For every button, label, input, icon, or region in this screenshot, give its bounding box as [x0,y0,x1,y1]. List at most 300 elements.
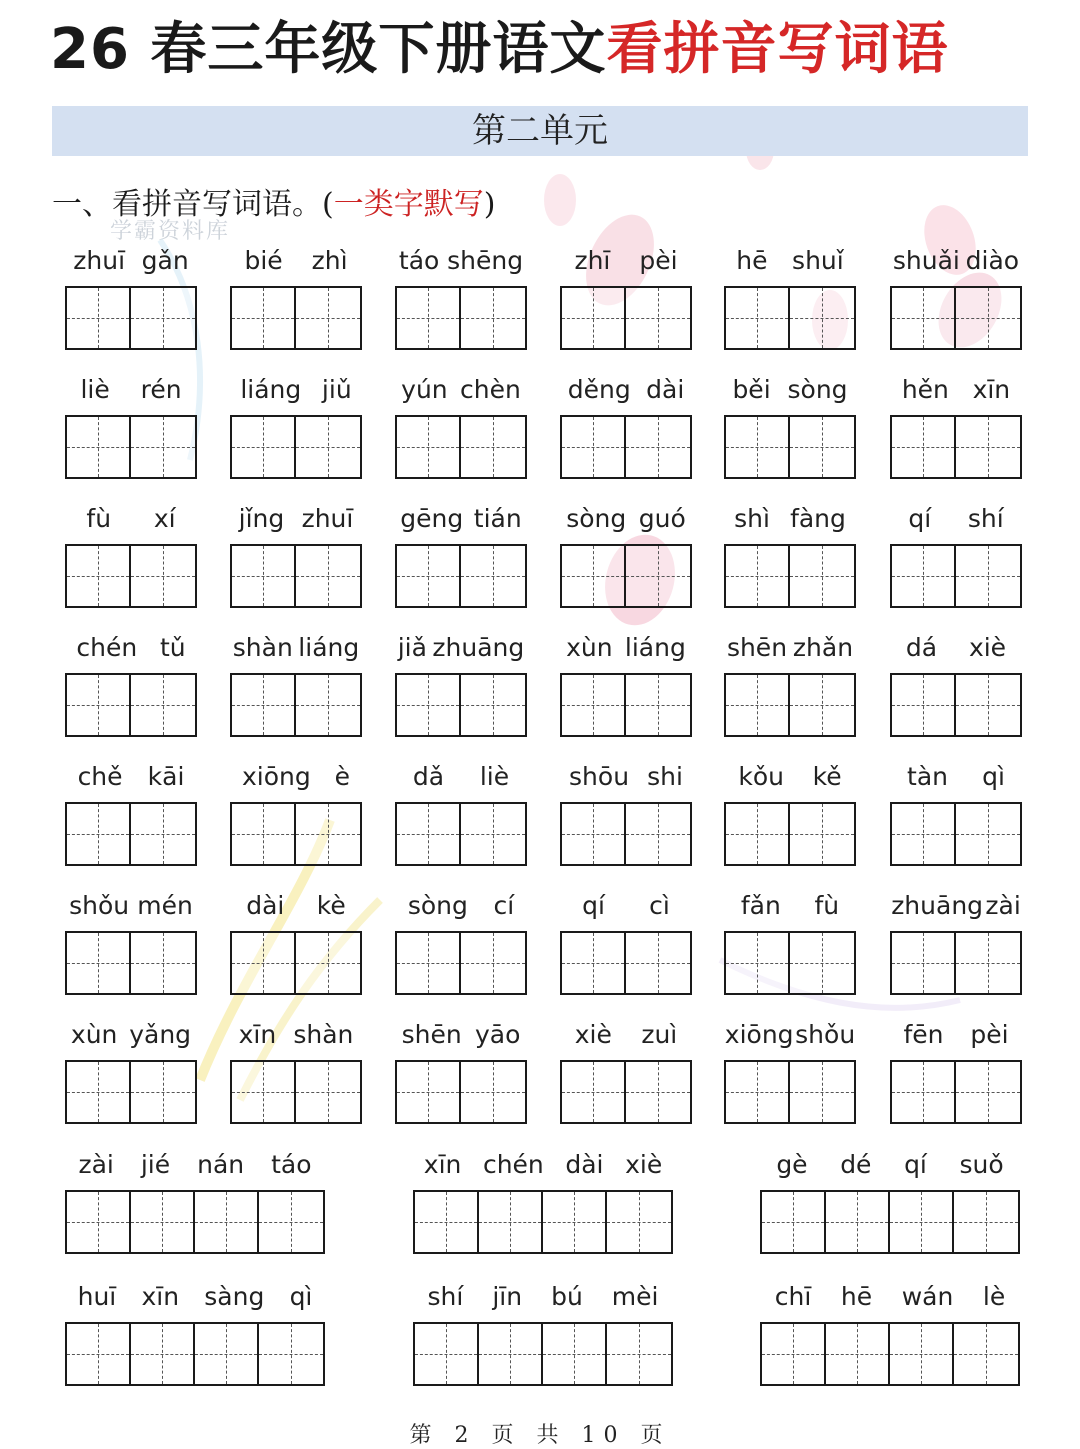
tianzi-box[interactable] [956,933,1020,993]
tianzi-box[interactable] [232,1062,296,1122]
pinyin-syllable: běi [732,374,771,404]
pinyin-syllable: děng [567,374,631,404]
tianzi-box-group [230,415,362,479]
word-cell [760,1146,1020,1258]
pinyin-syllable: shēn [726,632,788,662]
tianzi-box[interactable] [67,933,131,993]
word-cell [560,500,692,612]
tianzi-box[interactable] [562,417,626,477]
tianzi-box[interactable] [397,675,461,735]
tianzi-box[interactable] [790,804,854,864]
tianzi-box[interactable] [232,417,296,477]
pinyin-syllable: kāi [147,761,185,791]
tianzi-box[interactable] [461,546,525,606]
tianzi-box[interactable] [131,1324,195,1384]
pinyin-syllable: shí [427,1281,464,1311]
tianzi-box[interactable] [296,288,360,348]
pinyin-syllable: zhuāng [432,632,525,662]
pinyin-syllable: chén [76,632,138,662]
tianzi-box[interactable] [726,417,790,477]
pinyin-syllable: shǒu [795,1019,856,1049]
tianzi-box[interactable] [296,546,360,606]
tianzi-box-group [724,1060,856,1124]
title-highlight: 看拼音写词语 [606,17,949,82]
tianzi-box[interactable] [726,675,790,735]
pinyin-line [395,371,527,407]
pinyin-syllable: fù [86,503,112,533]
pinyin-syllable: xiè [574,1019,612,1049]
pinyin-syllable: xīn [141,1281,180,1311]
tianzi-box[interactable] [790,546,854,606]
pinyin-syllable: qì [289,1281,313,1311]
tianzi-box[interactable] [562,1062,626,1122]
pinyin-syllable: qí [582,890,605,920]
word-cell [65,500,197,612]
title-main: 26 春三年级下册语文 [50,17,607,82]
pinyin-syllable: chén [482,1149,544,1179]
tianzi-box[interactable] [195,1192,259,1252]
word-cell [230,242,362,354]
tianzi-box-group [65,286,197,350]
pinyin-syllable: fēn [903,1019,944,1049]
tianzi-box-group [760,1190,1020,1254]
word-cell [724,758,856,870]
tianzi-box-group [230,286,362,350]
tianzi-box[interactable] [892,417,956,477]
pinyin-line [395,758,527,794]
word-cell [65,1146,325,1258]
tianzi-box[interactable] [296,417,360,477]
tianzi-box[interactable] [626,675,690,735]
tianzi-box-group [724,673,856,737]
tianzi-box[interactable] [67,288,131,348]
pinyin-syllable: sàng [204,1281,265,1311]
pinyin-syllable: gè [776,1149,808,1179]
word-cell [230,887,362,999]
pinyin-syllable: huī [77,1281,117,1311]
tianzi-box[interactable] [626,288,690,348]
pinyin-syllable: dá [905,632,938,662]
tianzi-box[interactable] [607,1192,671,1252]
tianzi-box[interactable] [726,804,790,864]
tianzi-box[interactable] [479,1192,543,1252]
word-cell [890,500,1022,612]
pinyin-line [560,758,692,794]
tianzi-box-group [560,931,692,995]
tianzi-box-group [560,802,692,866]
word-cell [560,242,692,354]
pinyin-syllable: kè [316,890,346,920]
word-cell [890,1016,1022,1128]
tianzi-box[interactable] [461,417,525,477]
pinyin-syllable: rén [140,374,182,404]
pinyin-syllable: dài [246,890,285,920]
pinyin-syllable: cí [493,890,515,920]
tianzi-box-group [724,286,856,350]
word-cell [395,887,527,999]
word-cell [230,758,362,870]
pinyin-syllable: jié [140,1149,171,1179]
tianzi-box[interactable] [461,288,525,348]
tianzi-box-group [560,1060,692,1124]
tianzi-box[interactable] [562,804,626,864]
tianzi-box[interactable] [892,675,956,735]
pinyin-syllable: shì [734,503,770,533]
pinyin-syllable: mèi [611,1281,659,1311]
pinyin-syllable: dé [840,1149,872,1179]
tianzi-box[interactable] [461,804,525,864]
tianzi-box[interactable] [607,1324,671,1384]
word-cell [760,1278,1020,1390]
tianzi-box[interactable] [626,804,690,864]
pinyin-syllable: tián [473,503,522,533]
word-cell [65,629,197,741]
tianzi-box[interactable] [726,933,790,993]
pinyin-line [560,371,692,407]
tianzi-box[interactable] [790,1062,854,1122]
pinyin-syllable: zhì [311,245,348,275]
tianzi-box-group [760,1322,1020,1386]
pinyin-syllable: suǒ [959,1149,1004,1179]
tianzi-box[interactable] [296,675,360,735]
pinyin-syllable: xí [153,503,176,533]
tianzi-box[interactable] [397,417,461,477]
tianzi-box[interactable] [461,675,525,735]
word-cell [65,887,197,999]
pinyin-syllable: liáng [624,632,686,662]
tianzi-box[interactable] [626,933,690,993]
pinyin-syllable: qí [908,503,932,533]
tianzi-box[interactable] [626,546,690,606]
word-cell [890,629,1022,741]
pinyin-syllable: shuǎi [892,245,960,275]
pinyin-syllable: xiōng [724,1019,794,1049]
pinyin-syllable: sòng [566,503,627,533]
tianzi-box[interactable] [67,417,131,477]
tianzi-box[interactable] [956,417,1020,477]
pinyin-syllable: xīn [972,374,1011,404]
pinyin-syllable: tǔ [159,632,186,662]
pinyin-syllable: mén [137,890,193,920]
tianzi-box[interactable] [626,417,690,477]
tianzi-box-group [890,286,1022,350]
tianzi-box-group [395,415,527,479]
pinyin-syllable: táo [271,1149,312,1179]
unit-label: 第二单元 [472,111,608,151]
section-suffix: ) [483,187,496,222]
tianzi-box[interactable] [232,933,296,993]
pinyin-line [230,1016,362,1052]
tianzi-box[interactable] [461,933,525,993]
pinyin-syllable: bié [244,245,283,275]
pinyin-syllable: chī [774,1281,812,1311]
tianzi-box[interactable] [67,1062,131,1122]
tianzi-box[interactable] [259,1324,323,1384]
tianzi-box-group [890,415,1022,479]
pinyin-syllable: pèi [639,245,678,275]
word-cell [395,371,527,483]
pinyin-line [230,629,362,665]
tianzi-box[interactable] [562,546,626,606]
pinyin-syllable: kě [812,761,842,791]
pinyin-syllable: yún [401,374,448,404]
tianzi-box[interactable] [892,933,956,993]
tianzi-box-group [395,544,527,608]
pinyin-line [890,758,1022,794]
word-cell [560,887,692,999]
pinyin-line [890,629,1022,665]
pinyin-syllable: lè [982,1281,1006,1311]
tianzi-box[interactable] [956,288,1020,348]
tianzi-box-group [65,931,197,995]
tianzi-box[interactable] [954,1192,1018,1252]
pinyin-line [230,887,362,923]
pinyin-syllable: bú [551,1281,583,1311]
pinyin-line [65,500,197,536]
page-title [50,10,948,90]
tianzi-box-group [724,931,856,995]
tianzi-box-group [560,544,692,608]
unit-band [52,106,1028,156]
tianzi-box[interactable] [131,804,195,864]
pinyin-line [65,887,197,923]
tianzi-box[interactable] [890,1324,954,1384]
tianzi-box[interactable] [956,675,1020,735]
pinyin-syllable: jǐng [238,503,285,533]
pinyin-syllable: chě [77,761,123,791]
tianzi-box[interactable] [131,933,195,993]
pinyin-line [65,371,197,407]
tianzi-box[interactable] [790,933,854,993]
tianzi-box[interactable] [259,1192,323,1252]
tianzi-box[interactable] [67,546,131,606]
tianzi-box[interactable] [296,804,360,864]
tianzi-box[interactable] [626,1062,690,1122]
tianzi-box-group [395,931,527,995]
word-cell [65,1278,325,1390]
tianzi-box[interactable] [892,546,956,606]
pinyin-line [65,1016,197,1052]
pinyin-line [395,887,527,923]
tianzi-box[interactable] [826,1324,890,1384]
pinyin-line [65,242,197,278]
tianzi-box[interactable] [479,1324,543,1384]
pinyin-syllable: chèn [460,374,521,404]
word-cell [395,1016,527,1128]
tianzi-box[interactable] [397,804,461,864]
word-cell [560,629,692,741]
pinyin-line [890,1016,1022,1052]
tianzi-box[interactable] [397,933,461,993]
word-cell [724,887,856,999]
word-cell [65,1016,197,1128]
word-cell [65,758,197,870]
tianzi-box-group [65,1060,197,1124]
tianzi-box[interactable] [131,417,195,477]
pinyin-syllable: zhuāng [891,890,984,920]
tianzi-box[interactable] [762,1192,826,1252]
tianzi-box[interactable] [726,546,790,606]
pinyin-syllable: è [334,761,351,791]
tianzi-box[interactable] [397,546,461,606]
pinyin-line [413,1146,673,1182]
tianzi-box[interactable] [543,1324,607,1384]
tianzi-box[interactable] [131,1192,195,1252]
tianzi-box-group [230,1060,362,1124]
pinyin-syllable: gǎn [141,245,189,275]
pinyin-syllable: liáng [298,632,360,662]
pinyin-syllable: xīn [238,1019,277,1049]
word-cell [724,371,856,483]
tianzi-box[interactable] [131,546,195,606]
pinyin-syllable: zhī [574,245,611,275]
pinyin-syllable: shuǐ [792,245,844,275]
tianzi-box-group [65,544,197,608]
word-cell [65,371,197,483]
pinyin-line [65,1278,325,1314]
tianzi-box[interactable] [415,1192,479,1252]
tianzi-box[interactable] [232,546,296,606]
pinyin-syllable: fàng [790,503,846,533]
tianzi-box[interactable] [232,288,296,348]
tianzi-box[interactable] [956,804,1020,864]
tianzi-box[interactable] [956,546,1020,606]
pinyin-syllable: hē [736,245,768,275]
pinyin-syllable: pèi [970,1019,1009,1049]
tianzi-box[interactable] [892,804,956,864]
pinyin-line [230,371,362,407]
section-prefix: 一、看拼音写词语。( [52,187,334,222]
tianzi-box-group [724,415,856,479]
tianzi-box-group [395,802,527,866]
pinyin-line [560,629,692,665]
tianzi-box[interactable] [954,1324,1018,1384]
tianzi-box-group [890,931,1022,995]
pinyin-syllable: diào [965,245,1020,275]
pinyin-syllable: jiǔ [321,374,352,404]
tianzi-box[interactable] [415,1324,479,1384]
pinyin-line [230,758,362,794]
tianzi-box-group [560,673,692,737]
tianzi-box[interactable] [956,1062,1020,1122]
tianzi-box[interactable] [790,417,854,477]
tianzi-box-group [724,544,856,608]
word-cell [890,758,1022,870]
word-cell [724,1016,856,1128]
tianzi-box-group [65,415,197,479]
word-cell [890,887,1022,999]
pinyin-line [395,1016,527,1052]
pinyin-syllable: nán [197,1149,245,1179]
tianzi-box[interactable] [790,288,854,348]
pinyin-line [724,371,856,407]
pinyin-syllable: wán [901,1281,954,1311]
pinyin-line [724,500,856,536]
tianzi-box[interactable] [195,1324,259,1384]
pinyin-syllable: hē [840,1281,873,1311]
pinyin-syllable: zhuī [301,503,354,533]
tianzi-box-group [890,544,1022,608]
pinyin-line [413,1278,673,1314]
pinyin-line [65,1146,325,1182]
pinyin-line [230,500,362,536]
pinyin-line [395,500,527,536]
pinyin-syllable: dǎ [412,761,445,791]
tianzi-box-group [890,673,1022,737]
tianzi-box[interactable] [397,288,461,348]
tianzi-box[interactable] [890,1192,954,1252]
pinyin-syllable: sòng [787,374,848,404]
word-cell [395,242,527,354]
tianzi-box[interactable] [461,1062,525,1122]
tianzi-box[interactable] [726,1062,790,1122]
tianzi-box[interactable] [232,804,296,864]
tianzi-box[interactable] [296,933,360,993]
tianzi-box[interactable] [543,1192,607,1252]
tianzi-box-group [395,673,527,737]
tianzi-box[interactable] [562,933,626,993]
pinyin-syllable: tàn [907,761,949,791]
tianzi-box-group [560,286,692,350]
word-cell [724,629,856,741]
tianzi-box[interactable] [790,675,854,735]
pinyin-syllable: zuì [641,1019,678,1049]
word-cell [230,500,362,612]
tianzi-box[interactable] [67,804,131,864]
pinyin-syllable: kǒu [738,761,784,791]
word-cell [413,1278,673,1390]
pinyin-line [724,1016,856,1052]
tianzi-box-group [65,802,197,866]
tianzi-box[interactable] [562,675,626,735]
tianzi-box[interactable] [67,1192,131,1252]
word-cell [560,371,692,483]
watermark-text: 学霸资料库 [110,219,231,244]
tianzi-box[interactable] [232,675,296,735]
tianzi-box[interactable] [397,1062,461,1122]
tianzi-box[interactable] [826,1192,890,1252]
tianzi-box[interactable] [892,1062,956,1122]
word-cell [395,500,527,612]
tianzi-box-group [890,1060,1022,1124]
tianzi-box[interactable] [131,288,195,348]
tianzi-box[interactable] [562,288,626,348]
tianzi-box[interactable] [67,1324,131,1384]
pinyin-syllable: qí [904,1149,927,1179]
pinyin-line [890,242,1022,278]
pinyin-syllable: xùn [70,1019,118,1049]
pinyin-syllable: cì [649,890,670,920]
tianzi-box[interactable] [892,288,956,348]
tianzi-box[interactable] [296,1062,360,1122]
pinyin-syllable: yāo [474,1019,521,1049]
word-cell [560,1016,692,1128]
word-cell [724,242,856,354]
pinyin-syllable: xùn [566,632,613,662]
tianzi-box[interactable] [131,675,195,735]
tianzi-box[interactable] [67,675,131,735]
tianzi-box-group [230,931,362,995]
tianzi-box-group [230,802,362,866]
pinyin-syllable: guó [638,503,686,533]
tianzi-box[interactable] [726,288,790,348]
tianzi-box[interactable] [762,1324,826,1384]
pinyin-syllable: táo [398,245,440,275]
pinyin-line [560,500,692,536]
pinyin-line [230,242,362,278]
pinyin-syllable: dài [646,374,685,404]
tianzi-box[interactable] [131,1062,195,1122]
